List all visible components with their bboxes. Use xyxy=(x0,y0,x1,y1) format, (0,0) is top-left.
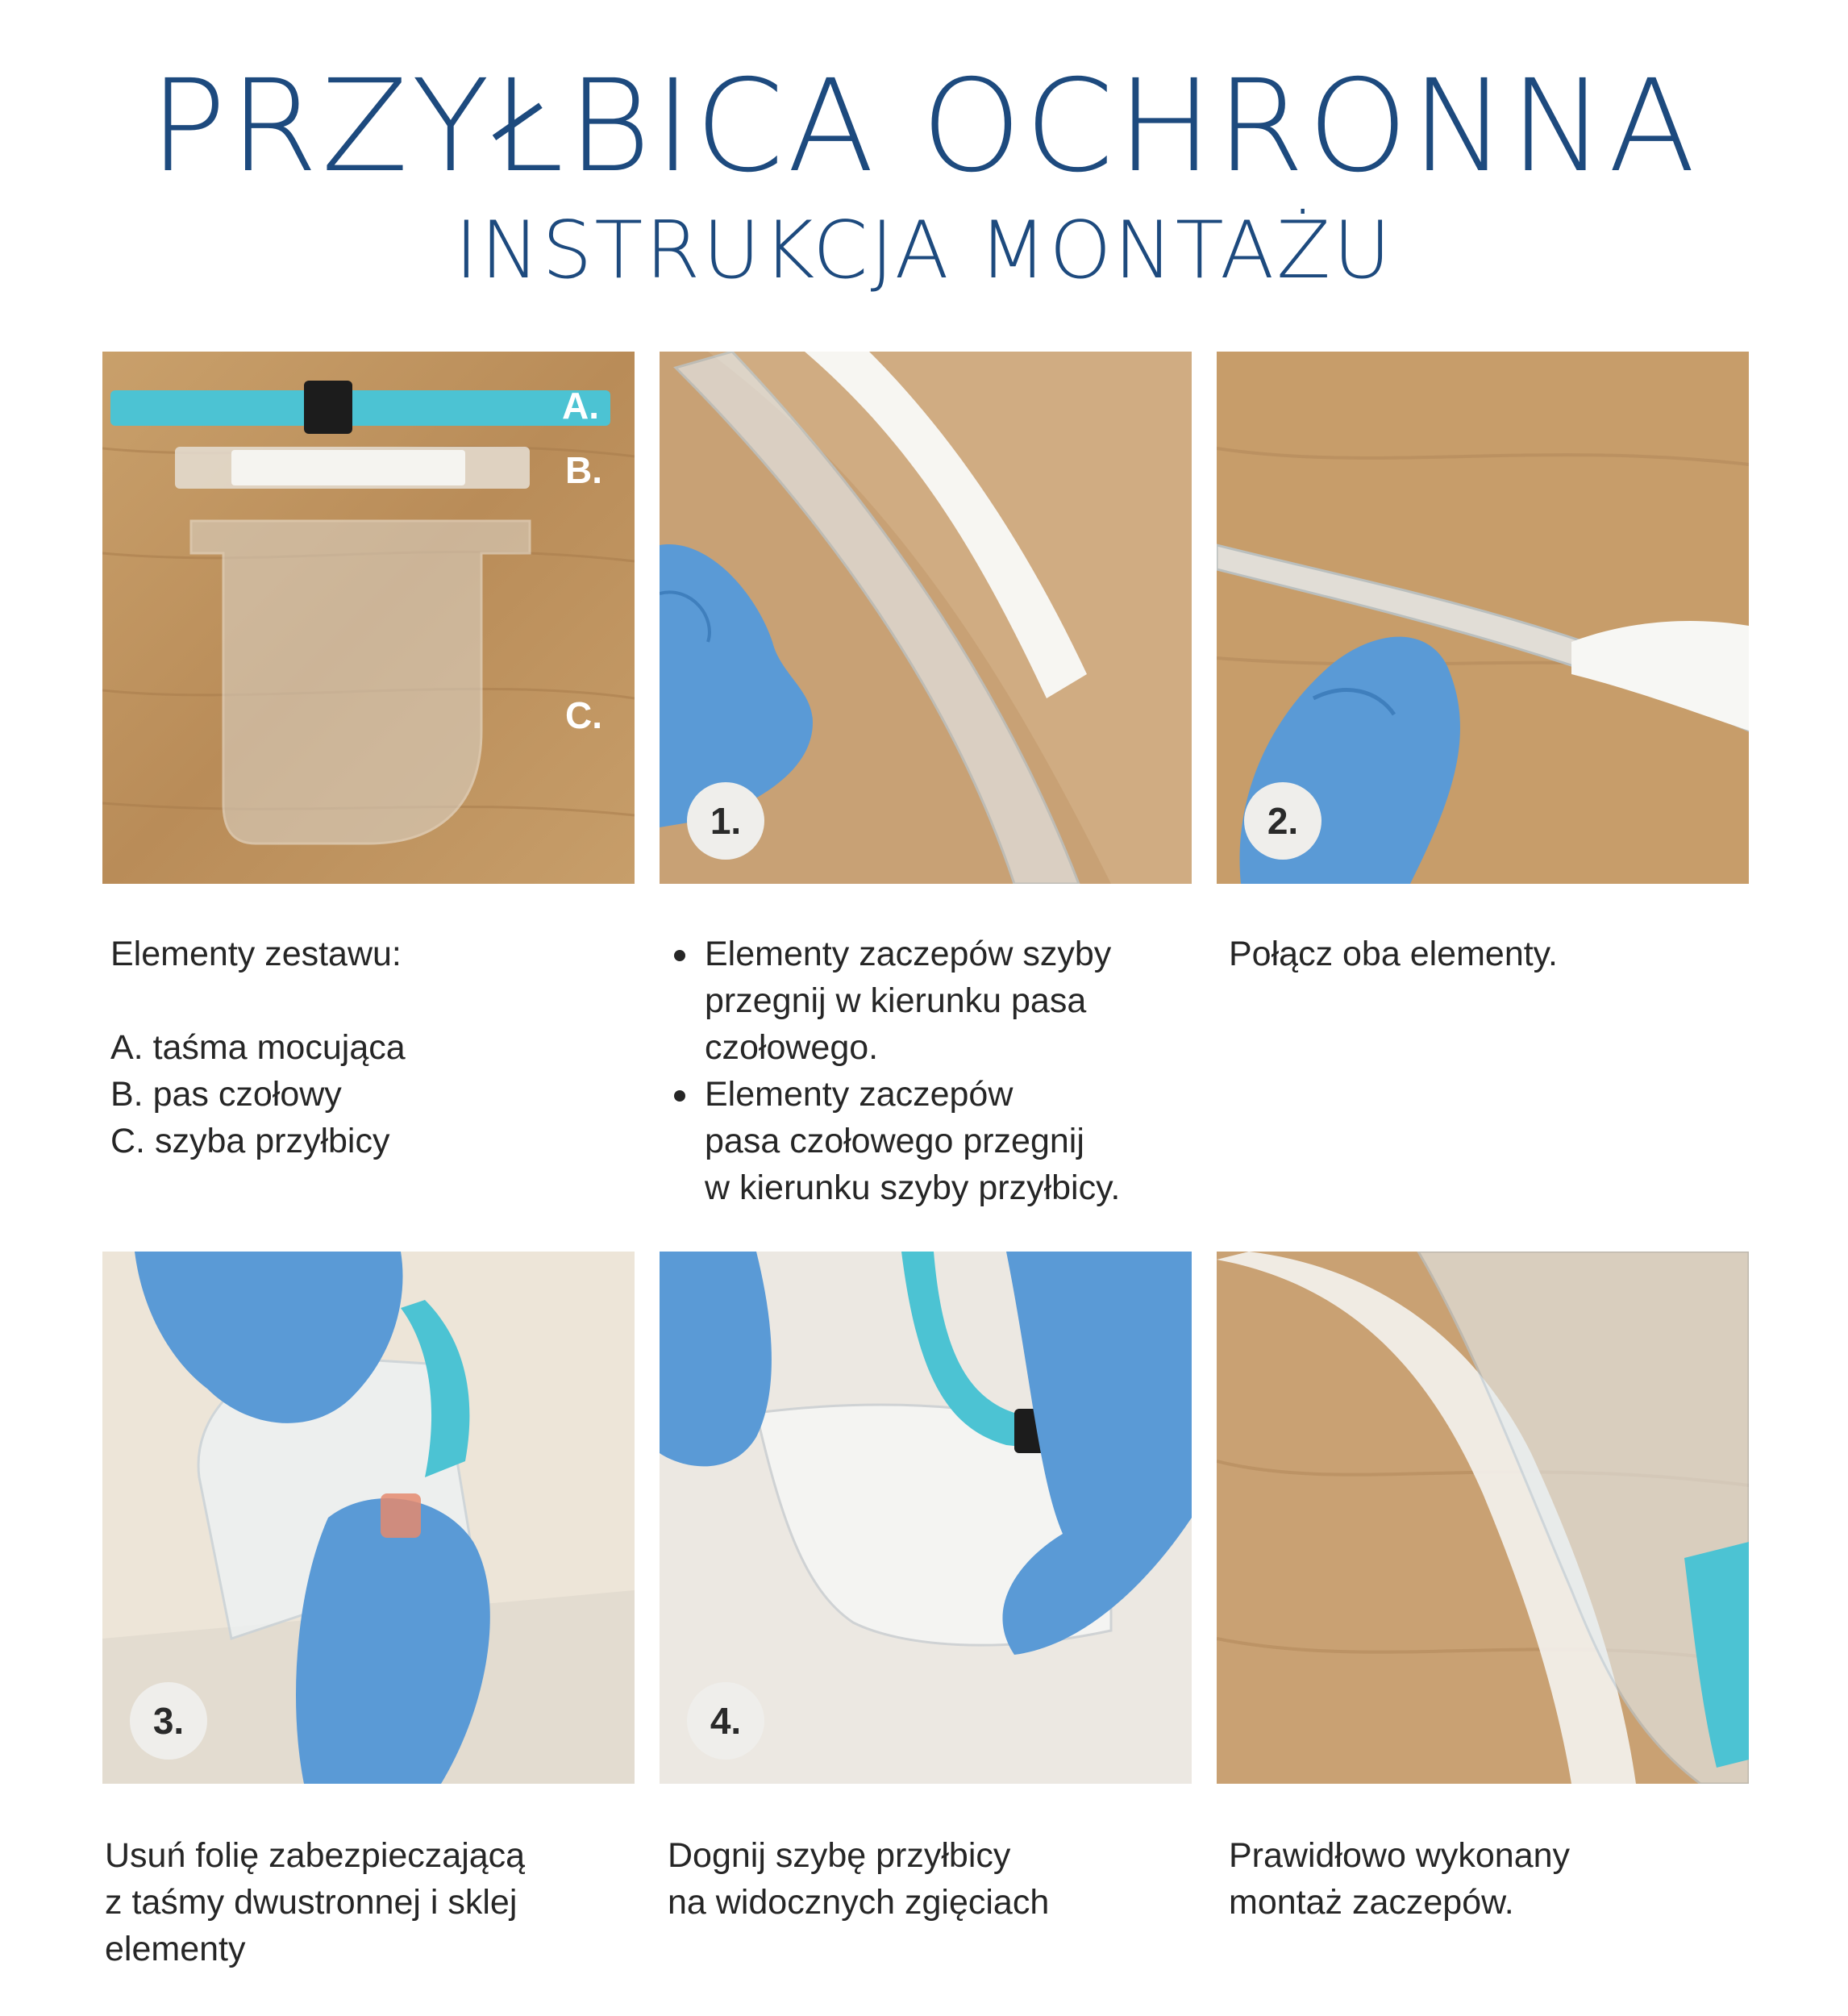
step3-line-2: z taśmy dwustronnej i sklej xyxy=(105,1883,518,1922)
kit-item-c: C. szyba przyłbicy xyxy=(110,1122,390,1160)
part-label-a: A. xyxy=(562,385,599,427)
step1-bullet-1 xyxy=(671,931,1120,1071)
step2-line-1: Połącz oba elementy. xyxy=(1229,935,1558,973)
step5-illustration xyxy=(1217,1252,1749,1784)
step3-line-3: elementy xyxy=(105,1930,246,1968)
step5-line-1: Prawidłowo wykonany xyxy=(1229,1836,1571,1875)
step4-photo xyxy=(660,1252,1192,1784)
kit-description xyxy=(110,931,406,1164)
step3-photo xyxy=(102,1252,635,1784)
step1-bullet-1-line-2: przegnij w kierunku pasa xyxy=(705,981,1087,1020)
step1-badge: 1. xyxy=(687,782,764,860)
step4-description xyxy=(668,1832,1049,1926)
part-label-c: C. xyxy=(565,694,602,736)
kit-item-a: A. taśma mocująca xyxy=(110,1028,406,1067)
step1-bullet-2-line-3: w kierunku szyby przyłbicy. xyxy=(705,1168,1121,1207)
step5-description xyxy=(1229,1832,1570,1926)
step1-bullet-1-line-3: czołowego. xyxy=(705,1028,879,1067)
step2-badge: 2. xyxy=(1244,782,1321,860)
step4-badge: 4. xyxy=(687,1682,764,1760)
step3-description xyxy=(105,1832,525,1972)
step4-line-2: na widocznych zgięciach xyxy=(668,1883,1050,1922)
page-subtitle: INSTRUKCJA MONTAŻU xyxy=(455,205,1393,297)
kit-heading: Elementy zestawu: xyxy=(110,935,402,973)
step2-description xyxy=(1229,931,1558,977)
kit-item-b: B. pas czołowy xyxy=(110,1075,342,1114)
step3-badge: 3. xyxy=(130,1682,207,1760)
step5-line-2: montaż zaczepów. xyxy=(1229,1883,1514,1922)
step2-photo xyxy=(1217,352,1749,884)
kit-elements-illustration xyxy=(102,352,635,884)
step1-bullet-2-line-2: pasa czołowego przegnij xyxy=(705,1122,1084,1160)
page-title: PRZYŁBICA OCHRONNA xyxy=(149,52,1699,201)
step5-photo xyxy=(1217,1252,1749,1784)
kit-photo xyxy=(102,352,635,884)
step1-bullet-2 xyxy=(671,1071,1120,1211)
step1-description xyxy=(671,931,1120,1211)
step1-bullet-2-line-1: Elementy zaczepów xyxy=(705,1075,1013,1114)
step1-photo xyxy=(660,352,1192,884)
step1-bullet-1-line-1: Elementy zaczepów szyby xyxy=(705,935,1112,973)
step4-line-1: Dognij szybę przyłbicy xyxy=(668,1836,1011,1875)
step3-line-1: Usuń folię zabezpieczającą xyxy=(105,1836,526,1875)
part-label-b: B. xyxy=(565,449,602,491)
